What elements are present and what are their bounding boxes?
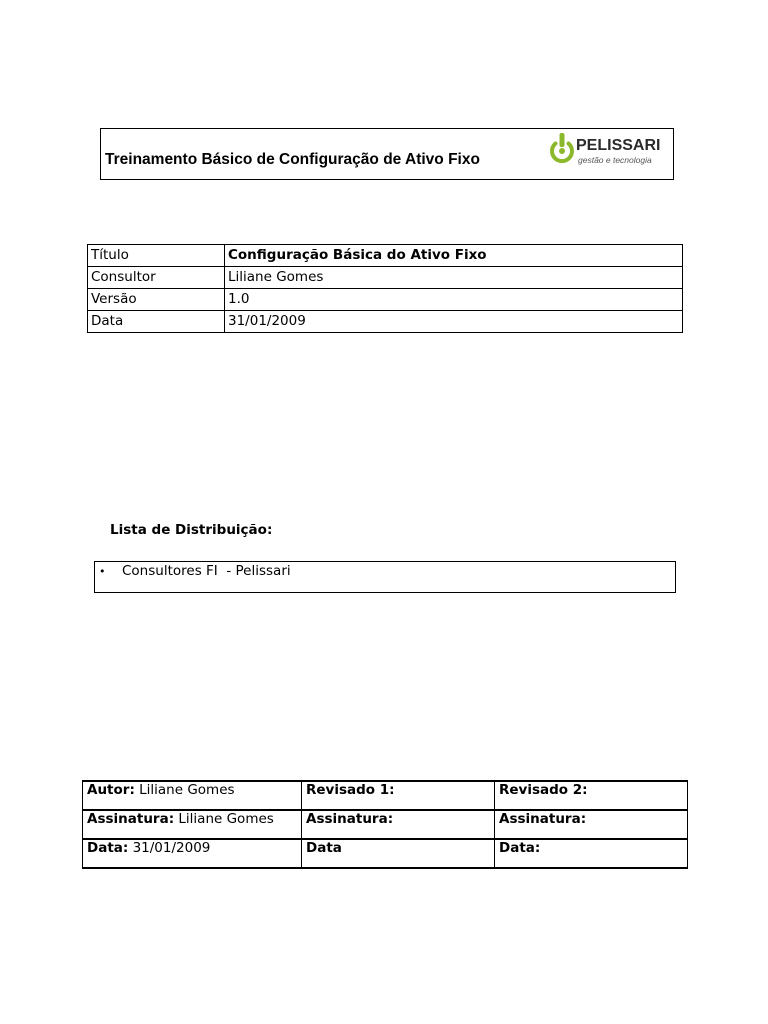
cell-label: Assinatura: xyxy=(499,811,587,827)
logo-tagline: gestão e tecnologia xyxy=(578,155,652,165)
info-key: Versão xyxy=(88,289,225,311)
date-cell xyxy=(83,839,302,868)
info-value: Liliane Gomes xyxy=(225,267,683,289)
info-value: 31/01/2009 xyxy=(225,311,683,333)
info-key: Consultor xyxy=(88,267,225,289)
reviewer2-cell xyxy=(495,781,688,810)
document-info-table xyxy=(87,244,683,333)
logo-name: PELISSARI xyxy=(576,137,661,154)
table-row xyxy=(83,781,688,810)
info-value: Configuração Básica do Ativo Fixo xyxy=(225,245,683,267)
cell-label: Data: xyxy=(87,840,129,856)
list-item-text: Consultores FI - Pelissari xyxy=(122,563,291,579)
cell-value: 31/01/2009 xyxy=(128,840,211,856)
cell-label: Assinatura: xyxy=(306,811,394,827)
info-key: Título xyxy=(88,245,225,267)
table-row xyxy=(88,245,683,267)
signature-table xyxy=(82,780,688,869)
cell-label: Data xyxy=(306,840,342,856)
table-row xyxy=(88,289,683,311)
table-row xyxy=(88,267,683,289)
cell-label: Autor: xyxy=(87,782,135,798)
distribution-heading: Lista de Distribuição: xyxy=(110,522,273,538)
date-cell xyxy=(495,839,688,868)
cell-value: Liliane Gomes xyxy=(134,782,235,798)
cell-label: Data: xyxy=(499,840,541,856)
cell-value: Liliane Gomes xyxy=(174,811,274,827)
list-item xyxy=(99,563,291,579)
signature-cell xyxy=(83,810,302,839)
document-header xyxy=(100,128,674,180)
power-icon xyxy=(547,131,577,167)
document-title: Treinamento Básico de Configuração de Ativo Fixo xyxy=(105,151,480,168)
info-key: Data xyxy=(88,311,225,333)
table-row xyxy=(83,839,688,868)
distribution-list xyxy=(94,561,676,593)
date-cell xyxy=(302,839,495,868)
reviewer1-cell xyxy=(302,781,495,810)
table-row xyxy=(88,311,683,333)
signature-cell xyxy=(495,810,688,839)
bullet: • xyxy=(99,565,106,578)
pelissari-logo xyxy=(547,131,669,175)
table-row xyxy=(83,810,688,839)
signature-cell xyxy=(302,810,495,839)
cell-label: Revisado 2: xyxy=(499,782,588,798)
cell-label: Revisado 1: xyxy=(306,782,395,798)
cell-label: Assinatura: xyxy=(87,811,175,827)
author-cell xyxy=(83,781,302,810)
info-value: 1.0 xyxy=(225,289,683,311)
